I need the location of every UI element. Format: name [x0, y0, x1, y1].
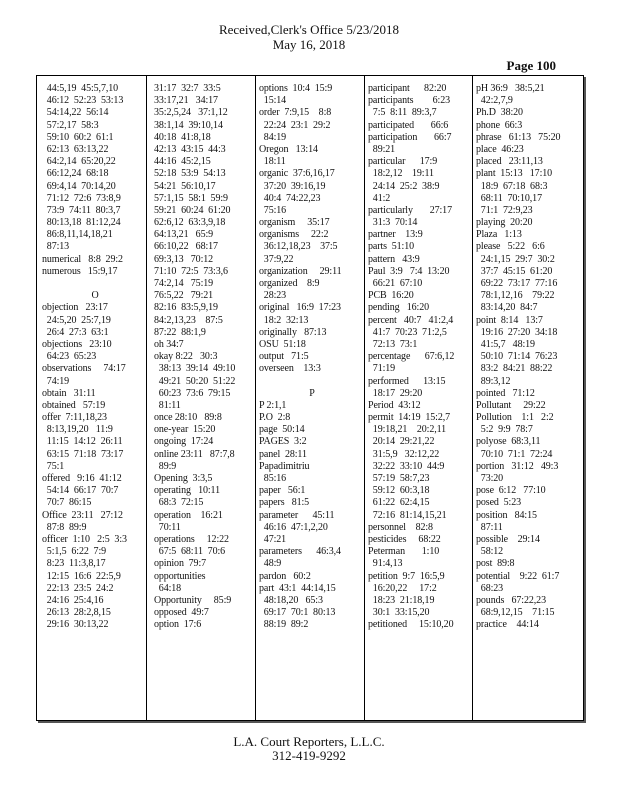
- index-entry: 62:6,12 63:3,9,18: [154, 217, 226, 229]
- index-entry: 64:13,21 65:9: [154, 229, 214, 241]
- index-entry: 7:5 8:11 89:3,7: [368, 107, 437, 119]
- index-entry: 75:1: [42, 460, 65, 472]
- index-entry: please 5:22 6:6: [476, 241, 545, 253]
- index-entry: partner 13:9: [368, 229, 423, 241]
- index-entry: point 8:14 13:7: [476, 314, 543, 326]
- index-entry: PAGES 3:2: [259, 436, 307, 448]
- index-entry: 88:19 89:2: [259, 619, 309, 631]
- index-entry: 86:8,11,14,18,21: [42, 229, 113, 241]
- index-entry: Paul 3:9 7:4 13:20: [368, 265, 450, 277]
- index-entry: 50:10 71:14 76:23: [476, 351, 558, 363]
- index-entry: officer 1:10 2:5 3:3: [42, 533, 127, 545]
- index-entry: pH 36:9 38:5,21: [476, 83, 545, 94]
- index-entry: 24:16 25:4,16: [42, 594, 104, 606]
- index-column-2: [154, 83, 260, 713]
- index-entry: particular 17:9: [368, 156, 438, 168]
- index-entry: 69:4,14 70:14,20: [42, 180, 116, 192]
- index-entry: polyose 68:3,11: [476, 436, 541, 448]
- index-entry: 69:3,13 70:12: [154, 253, 214, 265]
- index-entry: 47:21: [259, 533, 287, 545]
- index-box: [36, 75, 584, 721]
- index-entry: 66:12,24 68:18: [42, 168, 109, 180]
- index-entry: 38:13 39:14 49:10: [154, 363, 236, 375]
- index-entry: placed 23:11,13: [476, 156, 543, 168]
- index-entry: 91:4,13: [368, 558, 403, 570]
- index-entry: 54:14,22 56:14: [42, 107, 109, 119]
- index-entry: petitioned 15:10,20: [368, 619, 454, 631]
- index-entry: 42:13 43:15 44:3: [154, 143, 226, 155]
- index-entry: paper 56:1: [259, 485, 306, 497]
- column-divider: [472, 76, 473, 720]
- index-entry: 67:5 68:11 70:6: [154, 546, 226, 558]
- index-entry: 8:23 11:3,8,17: [42, 558, 106, 570]
- index-entry: 84:19: [259, 131, 287, 143]
- index-entry: 71:10 72:5 73:3,6: [154, 265, 228, 277]
- index-entry: 89:3,12: [476, 375, 511, 387]
- index-entry: 61:22 62:4,15: [368, 497, 430, 509]
- index-entry: opinion 79:7: [154, 558, 207, 570]
- index-entry: options 10:4 15:9: [259, 83, 333, 94]
- index-entry: 74:19: [42, 375, 70, 387]
- index-entry: pose 6:12 77:10: [476, 485, 546, 497]
- index-entry: 63:15 71:18 73:17: [42, 448, 124, 460]
- index-entry: practice 44:14: [476, 619, 539, 631]
- index-entry: online 23:11 87:7,8: [154, 448, 235, 460]
- index-entry: 57:1,15 58:1 59:9: [154, 192, 228, 204]
- index-entry: 5:1,5 6:22 7:9: [42, 546, 107, 558]
- index-entry: organized 8:9: [259, 278, 320, 289]
- index-entry: 78:1,12,16 79:22: [476, 290, 555, 302]
- index-entry: 40:4 74:22,23: [259, 192, 321, 204]
- index-entry: observations 74:17: [42, 363, 126, 375]
- index-entry: 84:2,13,23 87:5: [154, 314, 223, 326]
- index-entry: 32:22 33:10 44:9: [368, 460, 445, 472]
- page-number: Page 100: [506, 58, 556, 73]
- index-entry: 64:18: [154, 582, 182, 594]
- received-stamp: Received,Clerk's Office 5/23/2018: [218, 22, 400, 37]
- index-entry: pointed 71:12: [476, 387, 535, 399]
- index-entry: 48:9: [259, 558, 282, 570]
- index-entry: position 84:15: [476, 509, 537, 521]
- index-entry: 62:13 63:13,22: [42, 143, 109, 155]
- index-entry: 18:23 21:18,19: [368, 594, 435, 606]
- index-entry: 58:12: [476, 546, 504, 558]
- index-entry: offer 7:11,18,23: [42, 412, 107, 424]
- index-entry: 37:20 39:16,19: [259, 180, 326, 192]
- index-entry: opportunities: [154, 570, 206, 582]
- index-entry: obtain 31:11: [42, 387, 96, 399]
- index-entry: 57:19 58:7,23: [368, 473, 430, 484]
- index-entry: 66:10,22 68:17: [154, 241, 218, 253]
- index-entry: 48:18,20 65:3: [259, 594, 323, 606]
- index-entry: 85:16: [259, 473, 287, 484]
- index-entry: 16:20,22 17:2: [368, 582, 437, 594]
- index-entry: 40:18 41:8,18: [154, 131, 211, 143]
- index-entry: 83:2 84:21 88:22: [476, 363, 553, 375]
- index-entry: overseen 13:3: [259, 363, 321, 375]
- index-entry: portion 31:12 49:3: [476, 460, 559, 472]
- index-entry: 57:2,17 58:3: [42, 119, 99, 131]
- index-entry: 69:17 70:1 80:13: [259, 607, 336, 619]
- index-entry: opposed 49:7: [154, 607, 209, 619]
- index-entry: okay 8:22 30:3: [154, 351, 218, 363]
- index-entry: 30:1 33:15,20: [368, 607, 430, 619]
- index-entry: 12:15 16:6 22:5,9: [42, 570, 121, 582]
- index-entry: obtained 57:19: [42, 399, 106, 411]
- index-entry: 71:12 72:6 73:8,9: [42, 192, 121, 204]
- index-column-1: [42, 83, 148, 713]
- index-entry: Papadimitriu: [259, 460, 310, 472]
- index-entry: Period 43:12: [368, 399, 421, 411]
- index-entry: objection 23:17: [42, 302, 108, 314]
- index-entry: order 7:9,15 8:8: [259, 107, 332, 119]
- index-entry: once 28:10 89:8: [154, 412, 222, 424]
- index-entry: participated 66:6: [368, 119, 449, 131]
- index-entry: parameters 46:3,4: [259, 546, 341, 558]
- index-entry: organic 37:6,16,17: [259, 168, 335, 180]
- index-entry: 73:20: [476, 473, 504, 484]
- index-entry: 35:2,5,24 37:1,12: [154, 107, 228, 119]
- index-entry: 31:17 32:7 33:5: [154, 83, 221, 94]
- index-entry: 68:11 70:10,17: [476, 192, 542, 204]
- index-entry: pesticides 68:22: [368, 533, 441, 545]
- column-divider: [255, 76, 256, 720]
- index-entry: personnel 82:8: [368, 521, 433, 533]
- index-entry: page 50:14: [259, 424, 305, 436]
- index-entry: 28:23: [259, 290, 287, 302]
- index-entry: papers 81:5: [259, 497, 310, 509]
- index-entry: 72:16 81:14,15,21: [368, 509, 447, 521]
- index-entry: Opportunity 85:9: [154, 594, 232, 606]
- index-entry: 68:3 72:15: [154, 497, 204, 509]
- index-entry: possible 29:14: [476, 533, 540, 545]
- index-entry: 18:9 67:18 68:3: [476, 180, 548, 192]
- index-entry: output 71:5: [259, 351, 309, 363]
- index-entry: 60:23 73:6 79:15: [154, 387, 231, 399]
- index-entry: 87:11: [476, 521, 503, 533]
- index-entry: 8:13,19,20 11:9: [42, 424, 113, 436]
- index-entry: 42:2,7,9: [476, 95, 513, 107]
- index-entry: 24:14 25:2 38:9: [368, 180, 440, 192]
- index-entry: parameter 45:11: [259, 509, 335, 521]
- index-entry: 49:21 50:20 51:22: [154, 375, 236, 387]
- index-entry: phrase 61:13 75:20: [476, 131, 561, 143]
- index-entry: 59:10 60:2 61:1: [42, 131, 114, 143]
- index-entry: 19:16 27:20 34:18: [476, 326, 558, 338]
- column-divider: [364, 76, 365, 720]
- index-entry: part 43:1 44:14,15: [259, 582, 336, 594]
- index-column-5: [476, 83, 582, 713]
- index-entry: 18:2,12 19:11: [368, 168, 434, 180]
- index-entry: P 2:1,1: [259, 399, 287, 411]
- index-entry: operating 10:11: [154, 485, 220, 497]
- index-entry: participation 66:7: [368, 131, 452, 143]
- index-entry: ongoing 17:24: [154, 436, 214, 448]
- index-entry: 82:16 83:5,9,19: [154, 302, 218, 314]
- index-entry: 89:9: [154, 460, 177, 472]
- index-entry: originally 87:13: [259, 326, 327, 338]
- reporter-phone: 312-419-9292: [272, 748, 346, 763]
- index-column-4: [368, 83, 474, 713]
- index-entry: percentage 67:6,12: [368, 351, 455, 363]
- index-entry: 80:13,18 81:12,24: [42, 217, 121, 229]
- transcript-date: May 16, 2018: [272, 37, 346, 52]
- index-entry: Pollutant 29:22: [476, 399, 546, 411]
- index-entry: Oregon 13:14: [259, 143, 318, 155]
- index-entry: 37:9,22: [259, 253, 294, 265]
- index-entry: 18:11: [259, 156, 286, 168]
- index-entry: 18:2 32:13: [259, 314, 309, 326]
- index-entry: Plaza 1:13: [476, 229, 522, 241]
- index-entry: 59:21 60:24 61:20: [154, 204, 231, 216]
- index-entry: oh 34:7: [154, 338, 184, 350]
- index-entry: 31:3 70:14: [368, 217, 418, 229]
- index-entry: 71:19: [368, 363, 396, 375]
- index-entry: 66:21 67:10: [368, 278, 423, 289]
- index-entry: 64:2,14 65:20,22: [42, 156, 116, 168]
- index-entry: percent 40:7 41:2,4: [368, 314, 454, 326]
- index-entry: post 89:8: [476, 558, 515, 570]
- index-entry: participant 82:20: [368, 83, 447, 94]
- index-entry: participants 6:23: [368, 95, 451, 107]
- index-entry: 73:9 74:11 80:3,7: [42, 204, 121, 216]
- index-entry: Pollution 1:1 2:2: [476, 412, 554, 424]
- index-entry: 18:17 29:20: [368, 387, 423, 399]
- index-entry: 31:5,9 32:12,22: [368, 448, 440, 460]
- index-entry: operation 16:21: [154, 509, 223, 521]
- index-column-3: [259, 83, 365, 713]
- index-entry: 33:17,21 34:17: [154, 95, 218, 107]
- index-entry: 36:12,18,23 37:5: [259, 241, 338, 253]
- index-entry: 19:18,21 20:2,11: [368, 424, 447, 436]
- reporter-name: L.A. Court Reporters, L.L.C.: [233, 734, 385, 749]
- index-entry: 44:16 45:2,15: [154, 156, 211, 168]
- index-entry: posed 5:23: [476, 497, 522, 509]
- index-entry: 37:7 45:15 61:20: [476, 265, 553, 277]
- index-entry: 41:5,7 48:19: [476, 338, 535, 350]
- index-entry: objections 23:10: [42, 338, 112, 350]
- index-entry: playing 20:20: [476, 217, 533, 229]
- index-entry: 81:11: [154, 399, 181, 411]
- index-entry: 87:22 88:1,9: [154, 326, 206, 338]
- index-entry: P.O 2:8: [259, 412, 291, 424]
- index-entry: petition 9:7 16:5,9: [368, 570, 445, 582]
- index-entry: 89:21: [368, 143, 396, 155]
- index-entry: 68:9,12,15 71:15: [476, 607, 555, 619]
- index-entry: 26:13 28:2,8,15: [42, 607, 111, 619]
- index-entry: 5:2 9:9 78:7: [476, 424, 533, 436]
- index-entry: 41:2: [368, 192, 391, 204]
- index-entry: 54:21 56:10,17: [154, 180, 216, 192]
- index-entry: 22:24 23:1 29:2: [259, 119, 331, 131]
- index-entry: potential 9:22 61:7: [476, 570, 560, 582]
- index-entry: 72:13 73:1: [368, 338, 418, 350]
- index-entry: Ph.D 38:20: [476, 107, 523, 119]
- index-entry: phone 66:3: [476, 119, 523, 131]
- index-entry: 15:14: [259, 95, 287, 107]
- index-entry: pounds 67:22,23: [476, 594, 546, 606]
- index-entry: 75:16: [259, 204, 287, 216]
- index-entry: PCB 16:20: [368, 290, 414, 302]
- index-entry: 46:16 47:1,2,20: [259, 521, 328, 533]
- index-entry: [259, 376, 365, 388]
- index-entry: 74:2,14 75:19: [154, 278, 214, 289]
- index-entry: organization 29:11: [259, 265, 342, 277]
- index-entry: parts 51:10: [368, 241, 415, 253]
- index-entry: Peterman 1:10: [368, 546, 440, 558]
- index-entry: operations 12:22: [154, 533, 229, 545]
- index-entry: 26:4 27:3 63:1: [42, 326, 109, 338]
- index-entry: pardon 60:2: [259, 570, 311, 582]
- index-entry: 52:18 53:9 54:13: [154, 168, 226, 180]
- index-entry: 70:11: [154, 521, 181, 533]
- index-entry: 24:5,20 25:7,19: [42, 314, 111, 326]
- index-entry: 59:12 60:3,18: [368, 485, 430, 497]
- index-entry: 71:1 72:9,23: [476, 204, 533, 216]
- index-entry: 70:10 71:1 72:24: [476, 448, 553, 460]
- index-entry: 41:7 70:23 71:2,5: [368, 326, 447, 338]
- index-entry: original 16:9 17:23: [259, 302, 341, 314]
- index-entry: 22:13 23:5 24:2: [42, 582, 114, 594]
- index-entry: Office 23:11 27:12: [42, 509, 123, 521]
- index-entry: panel 28:11: [259, 448, 307, 460]
- index-entry: pattern 43:9: [368, 253, 420, 265]
- index-entry: one-year 15:20: [154, 424, 216, 436]
- index-entry: 38:1,14 39:10,14: [154, 119, 223, 131]
- index-entry: option 17:6: [154, 619, 202, 631]
- index-entry: 76:5,22 79:21: [154, 290, 214, 302]
- index-entry: particularly 27:17: [368, 204, 452, 216]
- index-entry: [42, 278, 148, 290]
- index-entry: 11:15 14:12 26:11: [42, 436, 123, 448]
- index-entry: numerical 8:8 29:2: [42, 253, 123, 265]
- index-entry: Opening 3:3,5: [154, 473, 213, 484]
- index-entry: plant 15:13 17:10: [476, 168, 553, 180]
- index-entry: P: [309, 387, 315, 399]
- index-entry: performed 13:15: [368, 375, 446, 387]
- index-entry: permit 14:19 15:2,7: [368, 412, 451, 424]
- index-entry: organisms 22:2: [259, 229, 329, 241]
- index-entry: numerous 15:9,17: [42, 265, 118, 277]
- index-entry: pending 16:20: [368, 302, 429, 314]
- index-entry: 44:5,19 45:5,7,10: [42, 83, 119, 94]
- index-entry: 87:13: [42, 241, 70, 253]
- column-divider: [146, 76, 147, 720]
- index-entry: 83:14,20 84:7: [476, 302, 538, 314]
- index-entry: organism 35:17: [259, 217, 330, 229]
- index-entry: 46:12 52:23 53:13: [42, 95, 124, 107]
- index-entry: 69:22 73:17 77:16: [476, 278, 558, 289]
- index-entry: offered 9:16 41:12: [42, 473, 122, 484]
- index-entry: 24:1,15 29:7 30:2: [476, 253, 555, 265]
- index-entry: 87:8 89:9: [42, 521, 87, 533]
- index-entry: 64:23 65:23: [42, 351, 97, 363]
- index-entry: O: [91, 290, 99, 302]
- index-entry: 29:16 30:13,22: [42, 619, 109, 631]
- index-entry: OSU 51:18: [259, 338, 306, 350]
- index-entry: 20:14 29:21,22: [368, 436, 435, 448]
- index-entry: 54:14 66:17 70:7: [42, 485, 119, 497]
- index-entry: 68:23: [476, 582, 504, 594]
- index-entry: place 46:23: [476, 143, 524, 155]
- index-entry: 70:7 86:15: [42, 497, 92, 509]
